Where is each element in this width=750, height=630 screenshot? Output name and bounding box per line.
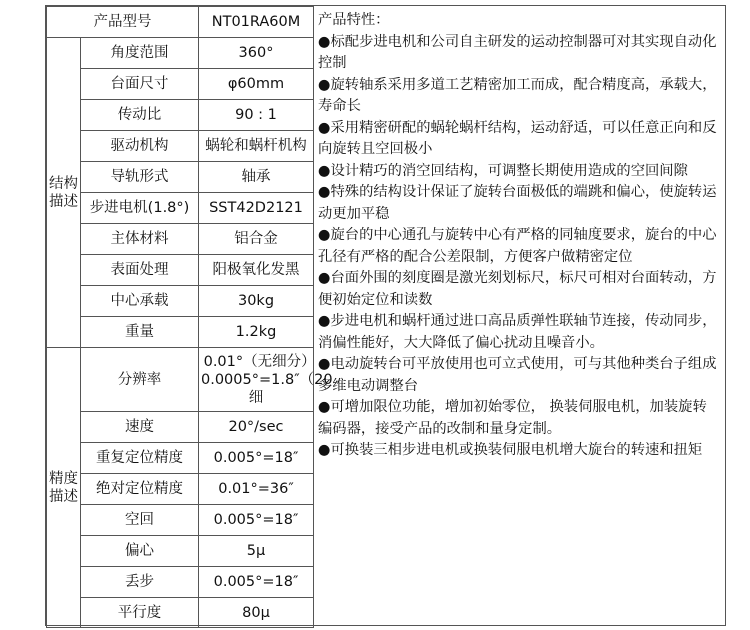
row-value: 铝合金 (199, 224, 314, 255)
row-value: 360° (199, 38, 314, 69)
row-value: 轴承 (199, 162, 314, 193)
table-row (47, 38, 314, 69)
features-title: 产品特性： (318, 12, 390, 28)
table-row (47, 255, 314, 286)
spec-table (46, 6, 333, 628)
table-row (47, 598, 314, 628)
row-value: 0.005°=18″ (199, 505, 314, 536)
table-row (47, 224, 314, 255)
group-structure-label: 结构描述 (47, 38, 81, 348)
row-label: 台面尺寸 (81, 69, 199, 100)
feature-item: ●可增加限位功能，增加初始零位， 换装伺服电机，加装旋转编码器，接受产品的改制和量身定制。 (318, 399, 707, 437)
feature-item: ●电动旋转台可平放使用也可立式使用，可与其他种类台子组成多维电动调整台 (318, 356, 717, 394)
row-value: 0.01°=36″ (199, 474, 314, 505)
table-row (47, 317, 314, 348)
row-value: 蜗轮和蜗杆机构 (199, 131, 314, 162)
model-label: 产品型号 (47, 7, 199, 38)
table-row (47, 536, 314, 567)
group-precision-label: 精度描述 (47, 348, 81, 628)
table-row (47, 193, 314, 224)
row-value: SST42D2121 (199, 193, 314, 224)
model-value: NT01RA60M (199, 7, 314, 38)
row-value: 20°/sec (199, 412, 314, 443)
row-value: 0.005°=18″ (199, 567, 314, 598)
row-label: 传动比 (81, 100, 199, 131)
table-row (47, 505, 314, 536)
row-label: 丢步 (81, 567, 199, 598)
row-label: 驱动机构 (81, 131, 199, 162)
feature-item: ●设计精巧的消空回结构，可调整长期使用造成的空回间隙 (318, 162, 688, 179)
row-value: 1.2kg (199, 317, 314, 348)
table-row (47, 162, 314, 193)
table-row (47, 131, 314, 162)
feature-item: ●标配步进电机和公司自主研发的运动控制器可对其实现自动化控制 (318, 33, 717, 71)
row-label: 空回 (81, 505, 199, 536)
row-label: 绝对定位精度 (81, 474, 199, 505)
table-row (47, 412, 314, 443)
table-row (47, 7, 314, 38)
row-value: 0.005°=18″ (199, 443, 314, 474)
row-value: 0.01°（无细分）0.0005°=1.8″（20细 (199, 348, 314, 412)
feature-item: ●旋台的中心通孔与旋转中心有严格的同轴度要求，旋台的中心孔径有严格的配合公差限制，方便客户做精密定位 (318, 227, 717, 265)
row-value: 30kg (199, 286, 314, 317)
row-label: 重量 (81, 317, 199, 348)
row-value: 90 : 1 (199, 100, 314, 131)
feature-item: ●旋转轴系采用多道工艺精密加工而成，配合精度高，承载大，寿命长 (318, 76, 717, 114)
product-spec-sheet (45, 5, 726, 626)
row-label: 主体材料 (81, 224, 199, 255)
row-label: 重复定位精度 (81, 443, 199, 474)
features-panel (314, 6, 724, 462)
row-label: 步进电机(1.8°) (81, 193, 199, 224)
feature-item: ●步进电机和蜗杆通过进口高品质弹性联轴节连接，传动同步，消偏性能好，大大降低了偏心扰动且噪音小。 (318, 313, 717, 351)
row-label: 偏心 (81, 536, 199, 567)
row-label: 表面处理 (81, 255, 199, 286)
table-row (47, 100, 314, 131)
table-row (47, 69, 314, 100)
row-value: φ60mm (199, 69, 314, 100)
row-value: 80μ (199, 598, 314, 628)
row-label: 角度范围 (81, 38, 199, 69)
feature-item: ●特殊的结构设计保证了旋转台面极低的端跳和偏心，使旋转运动更加平稳 (318, 184, 717, 222)
feature-item: ●台面外围的刻度圈是激光刻划标尺，标尺可相对台面转动，方便初始定位和读数 (318, 270, 717, 308)
row-value: 5μ (199, 536, 314, 567)
row-label: 中心承载 (81, 286, 199, 317)
row-label: 导轨形式 (81, 162, 199, 193)
table-row (47, 443, 314, 474)
feature-item: ●采用精密研配的蜗轮蜗杆结构，运动舒适，可以任意正向和反向旋转且空回极小 (318, 119, 717, 157)
table-row (47, 286, 314, 317)
table-row (47, 474, 314, 505)
row-label: 平行度 (81, 598, 199, 628)
row-label: 分辨率 (81, 348, 199, 412)
row-label: 速度 (81, 412, 199, 443)
feature-item: ●可换装三相步进电机或换装伺服电机增大旋台的转速和扭矩 (318, 442, 703, 458)
table-row (47, 348, 314, 412)
table-row (47, 567, 314, 598)
row-value: 阳极氧化发黑 (199, 255, 314, 286)
